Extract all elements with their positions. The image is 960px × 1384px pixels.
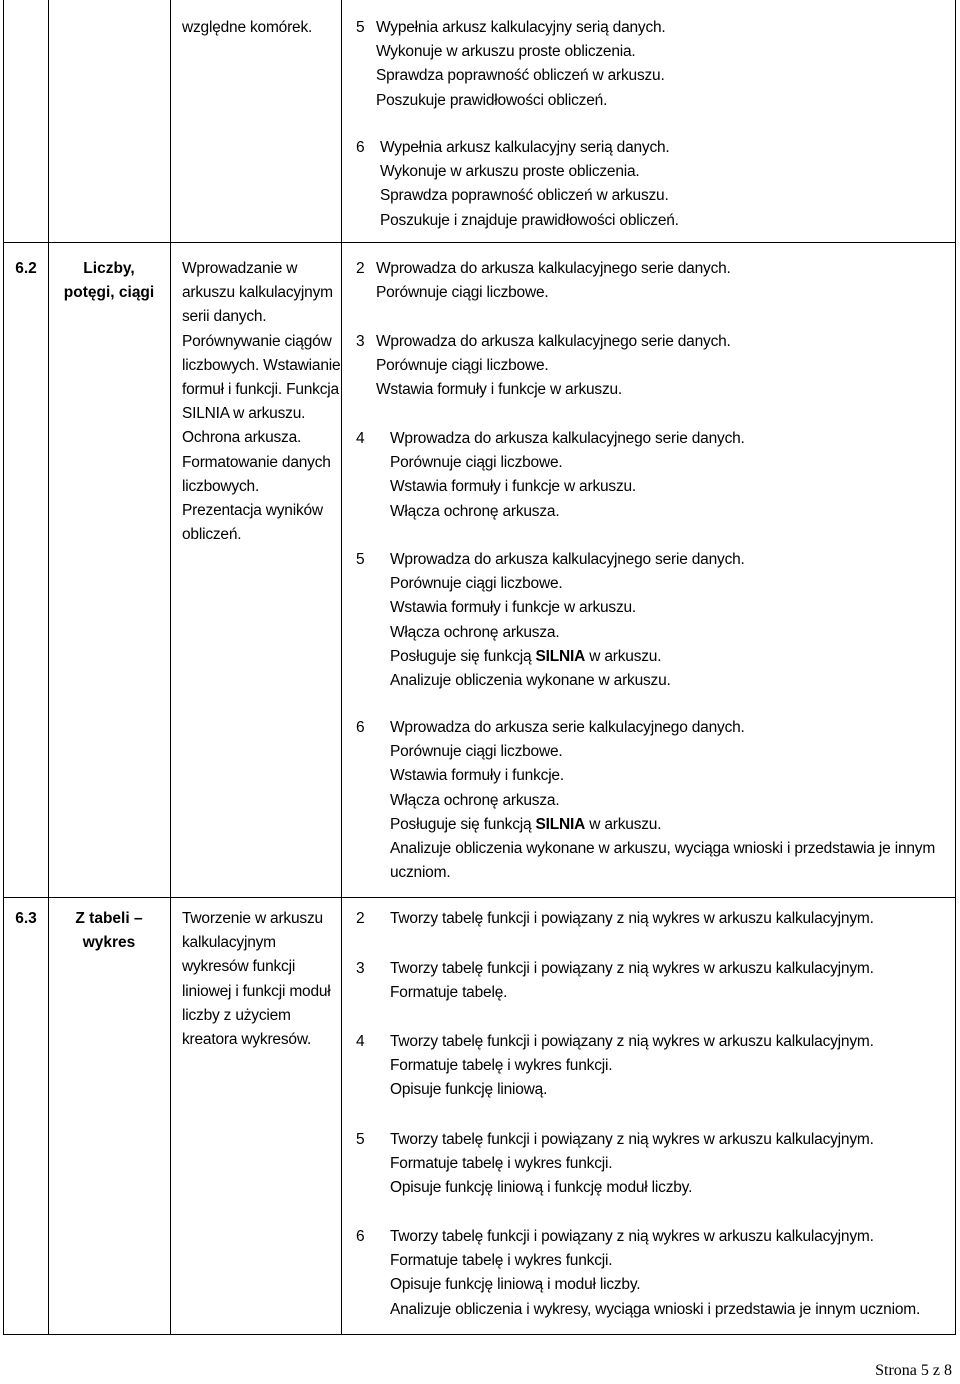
- level-number: 3: [356, 333, 365, 350]
- requirement-line: Włącza ochronę arkusza.: [390, 623, 560, 641]
- table-divider-number: [48, 0, 49, 1335]
- requirement-line: Tworzy tabelę funkcji i powiązany z nią wykres w arkuszu kalkulacyjnym.: [390, 1228, 874, 1245]
- topic-cell: [50, 257, 168, 305]
- requirement-line: Wypełnia arkusz kalkulacyjny serią danych.: [380, 139, 670, 156]
- table-divider-topic: [170, 0, 171, 1335]
- requirement-line: Poszukuje i znajduje prawidłowości obliczeń.: [380, 211, 679, 229]
- requirement-line: Analizuje obliczenia wykonane w arkuszu, wyciąga wnioski i przedstawia je innym: [390, 840, 936, 858]
- content-line: Formatowanie danych: [182, 453, 331, 471]
- content-line: liczbowych. Wstawianie: [182, 356, 341, 374]
- function-name-emphasis: SILNIA: [535, 815, 586, 833]
- requirement-line: Wprowadza do arkusza kalkulacyjnego serie danych.: [376, 260, 731, 277]
- table-row-separator-2: [3, 897, 956, 898]
- requirement-line: Analizuje obliczenia i wykresy, wyciąga wnioski i przedstawia je innym uczniom.: [390, 1300, 921, 1318]
- content-line: SILNIA w arkuszu.: [182, 405, 306, 423]
- requirement-line: Wprowadza do arkusza serie kalkulacyjnego danych.: [390, 719, 745, 736]
- topic-line: wykres: [82, 934, 136, 951]
- content-cell: [182, 907, 331, 1052]
- requirement-line: Opisuje funkcję liniową i moduł liczby.: [390, 1276, 641, 1294]
- section-number: 6.2: [15, 260, 37, 277]
- requirement-line: Włącza ochronę arkusza.: [390, 502, 560, 520]
- table-border-left: [3, 0, 4, 1335]
- table-border-bottom: [3, 1334, 956, 1335]
- requirement-line: Porównuje ciągi liczbowe.: [390, 743, 563, 761]
- content-line: Porównywanie ciągów: [182, 332, 332, 350]
- function-name-emphasis: SILNIA: [535, 647, 586, 665]
- requirement-line: Tworzy tabelę funkcji i powiązany z nią wykres w arkuszu kalkulacyjnym.: [390, 910, 874, 927]
- requirement-line: Wykonuje w arkuszu proste obliczenia.: [376, 43, 636, 61]
- requirement-line: Wstawia formuły i funkcje.: [390, 767, 564, 785]
- level-number: 2: [356, 260, 365, 277]
- requirement-line: Wprowadza do arkusza kalkulacyjnego serie danych.: [390, 430, 745, 447]
- level-number: 6: [356, 1228, 365, 1245]
- requirement-line: Porównuje ciągi liczbowe.: [390, 454, 563, 472]
- content-line: obliczeń.: [182, 526, 242, 544]
- content-line: liczby z użyciem: [182, 1006, 291, 1024]
- requirement-line: Opisuje funkcję liniową.: [390, 1081, 548, 1099]
- content-line: liczbowych.: [182, 477, 260, 495]
- level-number: 4: [356, 430, 365, 447]
- table-border-right: [955, 0, 956, 1335]
- requirement-line: Poszukuje prawidłowości obliczeń.: [376, 91, 608, 109]
- requirement-line: Sprawdza poprawność obliczeń w arkuszu.: [380, 187, 669, 205]
- requirement-line: Formatuje tabelę i wykres funkcji.: [390, 1155, 613, 1173]
- content-line: arkuszu kalkulacyjnym: [182, 284, 333, 302]
- requirement-line: Wprowadza do arkusza kalkulacyjnego serie danych.: [390, 551, 745, 568]
- requirement-line: Włącza ochronę arkusza.: [390, 791, 560, 809]
- topic-line: Liczby,: [83, 260, 135, 277]
- content-line: Prezentacja wyników: [182, 502, 323, 520]
- level-number: 2: [356, 910, 365, 927]
- content-line: wykresów funkcji: [182, 958, 296, 976]
- content-line: kalkulacyjnym: [182, 934, 276, 952]
- table-divider-content: [341, 0, 342, 1335]
- requirement-line: Formatuje tabelę i wykres funkcji.: [390, 1057, 613, 1075]
- level-number: 6: [356, 139, 365, 156]
- requirement-line: Tworzy tabelę funkcji i powiązany z nią wykres w arkuszu kalkulacyjnym.: [390, 1131, 874, 1148]
- topic-line: potęgi, ciągi: [63, 284, 155, 301]
- requirement-line: Opisuje funkcję liniową i funkcję moduł liczby.: [390, 1179, 693, 1197]
- section-number: 6.3: [15, 910, 37, 927]
- requirement-line: Tworzy tabelę funkcji i powiązany z nią wykres w arkuszu kalkulacyjnym.: [390, 1033, 874, 1050]
- requirement-line: Porównuje ciągi liczbowe.: [376, 284, 549, 302]
- requirement-line: Wykonuje w arkuszu proste obliczenia.: [380, 163, 640, 181]
- content-line: liniowej i funkcji moduł: [182, 982, 331, 1000]
- topic-cell: [50, 907, 168, 955]
- topic-line: Z tabeli –: [75, 910, 143, 927]
- requirement-line: Wstawia formuły i funkcje w arkuszu.: [390, 478, 637, 496]
- content-cell: [182, 257, 340, 547]
- content-line: Tworzenie w arkuszu: [182, 910, 323, 927]
- requirement-line: Wstawia formuły i funkcje w arkuszu.: [376, 381, 623, 399]
- level-number: 3: [356, 960, 365, 977]
- level-number: 5: [356, 551, 365, 568]
- level-number: 5: [356, 19, 365, 36]
- content-cell-tail: względne komórek.: [182, 19, 313, 36]
- requirement-line: Sprawdza poprawność obliczeń w arkuszu.: [376, 67, 665, 85]
- requirement-line: Tworzy tabelę funkcji i powiązany z nią wykres w arkuszu kalkulacyjnym.: [390, 960, 874, 977]
- requirement-line: Analizuje obliczenia wykonane w arkuszu.: [390, 672, 671, 690]
- level-number: 4: [356, 1033, 365, 1050]
- requirement-line: Posługuje się funkcją SILNIA w arkuszu.: [390, 815, 662, 833]
- table-row-separator-1: [3, 242, 956, 243]
- level-number: 6: [356, 719, 365, 736]
- requirement-line: Wprowadza do arkusza kalkulacyjnego serie danych.: [376, 333, 731, 350]
- requirement-line: Wypełnia arkusz kalkulacyjny serią danych.: [376, 19, 666, 36]
- level-number: 5: [356, 1131, 365, 1148]
- requirement-line: Posługuje się funkcją SILNIA w arkuszu.: [390, 647, 662, 665]
- requirement-line: uczniom.: [390, 864, 451, 882]
- content-line: kreatora wykresów.: [182, 1031, 312, 1049]
- requirement-line: Porównuje ciągi liczbowe.: [376, 357, 549, 375]
- requirement-line: Formatuje tabelę.: [390, 984, 508, 1002]
- requirement-line: Wstawia formuły i funkcje w arkuszu.: [390, 599, 637, 617]
- requirement-line: Formatuje tabelę i wykres funkcji.: [390, 1252, 613, 1270]
- content-line: formuł i funkcji. Funkcja: [182, 381, 339, 399]
- requirement-line: Porównuje ciągi liczbowe.: [390, 575, 563, 593]
- content-line: Wprowadzanie w: [182, 260, 298, 277]
- content-line: serii danych.: [182, 308, 267, 326]
- content-line: Ochrona arkusza.: [182, 429, 302, 447]
- page-number: Strona 5 z 8: [875, 1362, 952, 1379]
